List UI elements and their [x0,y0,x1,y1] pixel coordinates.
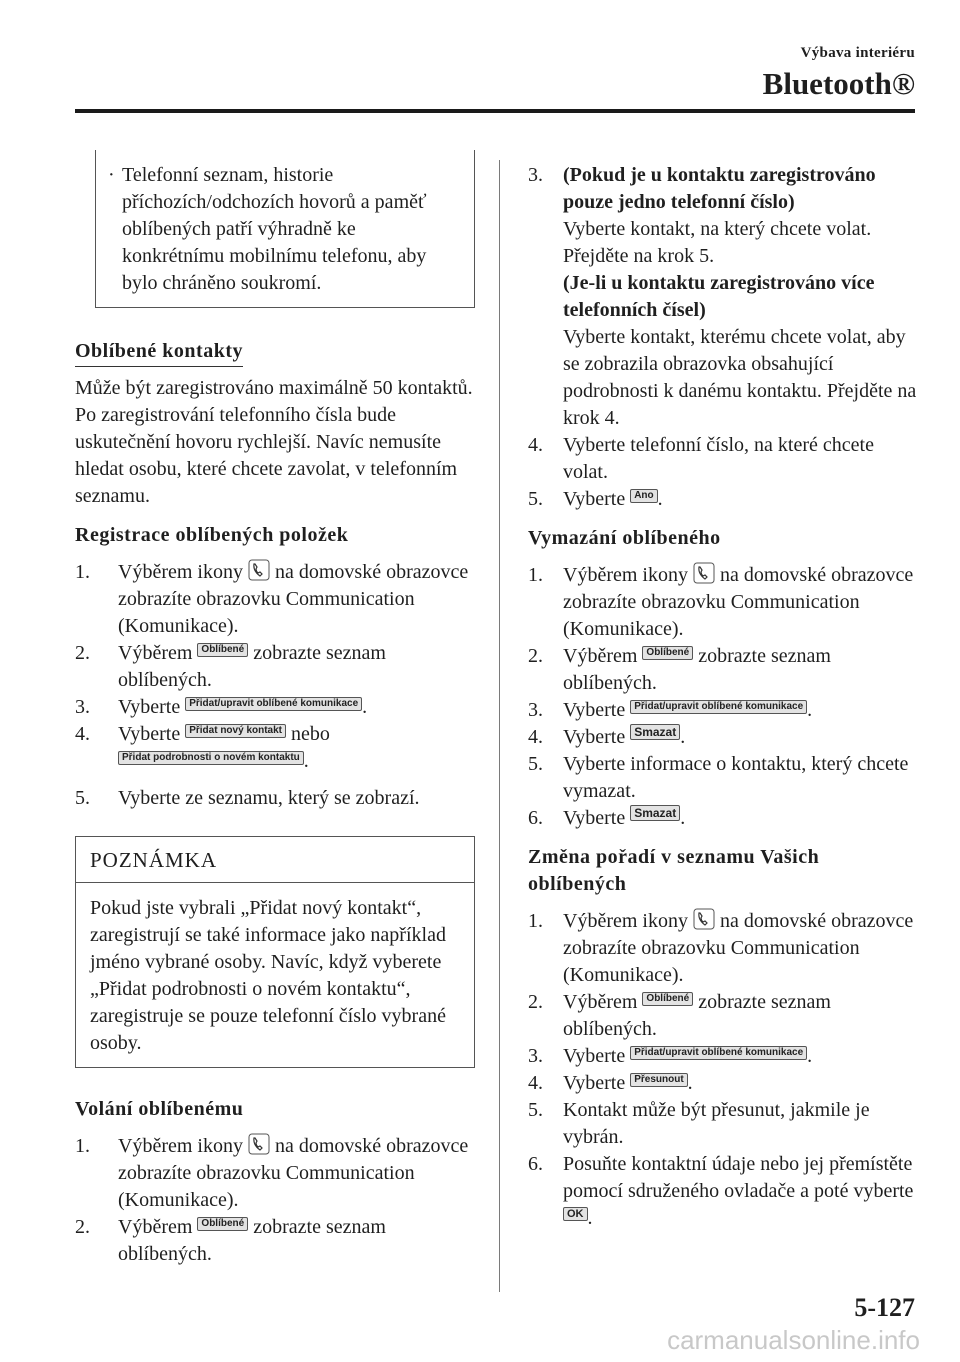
step-number: 4. [528,726,543,748]
favorites-heading: Oblíbené kontakty [75,338,243,367]
step-text: na domovské obrazovce zobrazíte obrazovku Communication (Komunikace). [563,910,914,986]
step-text: zobrazte seznam oblíbených. [118,642,386,691]
register-heading: Registrace oblíbených položek [75,524,349,546]
step-number: 2. [75,642,90,664]
step-text: Výběrem [118,642,193,664]
step-text: na domovské obrazovce zobrazíte obrazovku Communication (Komunikace). [118,561,469,637]
list-item [528,1151,918,1232]
step-text: na domovské obrazovce zobrazíte obrazovku Communication (Komunikace). [563,564,914,640]
step-number: 6. [528,807,543,829]
phone-icon [248,1133,270,1155]
step-number: 5. [75,787,90,809]
step-text: . [680,726,686,748]
step-text: Vyberte [563,807,626,829]
list-item [528,432,918,486]
step-text: Vyberte [563,699,626,721]
step-text: Vyberte informace o kontaktu, který chcete vymazat. [563,753,909,802]
step-text: Kontakt může být přesunut, jakmile je vybrán. [563,1099,870,1148]
list-item [528,697,918,724]
list-item [528,1097,918,1151]
reorder-steps [528,908,918,1232]
list-item [75,559,475,640]
note-body: Pokud jste vybrali „Přidat nový kontakt“, zaregistrují se také informace jako například jméno vybrané osoby. Navíc, když vyberete „Přidat podrobnosti o novém kontaktu“, zaregistruje se pouze telefonní číslo vybrané osoby. [90,897,446,1054]
step-text: Výběrem ikony [118,1135,243,1157]
list-item [528,1043,918,1070]
list-item [528,908,918,989]
step-number: 5. [528,1099,543,1121]
bullet-icon: · [108,164,115,186]
column-divider [499,160,500,1292]
step-number: 6. [528,1153,543,1175]
add-new-contact-button[interactable]: Přidat nový kontakt [185,724,286,738]
left-column [75,150,475,1278]
step-text: Vyberte [563,726,626,748]
note-box [75,836,475,1068]
step-text: . [657,488,663,510]
step-number: 4. [528,434,543,456]
step-text: . [303,750,309,772]
step-number: 5. [528,753,543,775]
privacy-note-text: Telefonní seznam, historie příchozích/odchozích hovorů a paměť oblíbených patří výhradně ke konkrétnímu mobilnímu telefonu, aby bylo chráněno soukromí. [122,164,427,294]
step-text: zobrazte seznam oblíbených. [118,1216,386,1265]
phone-icon [693,562,715,584]
page-number: 5-127 [854,1293,915,1322]
step-text: Vyberte [118,696,181,718]
favorites-button[interactable]: Oblíbené [642,992,693,1006]
step-text: . [587,1207,593,1229]
step-text: . [362,696,368,718]
move-button[interactable]: Přesunout [630,1073,687,1087]
list-item [75,640,475,694]
list-item [528,562,918,643]
step-number: 5. [528,488,543,510]
add-edit-favorites-button[interactable]: Přidat/upravit oblíbené komunikace [630,700,807,714]
call-heading: Volání oblíbenému [75,1098,244,1120]
reorder-heading: Změna pořadí v seznamu Vašich oblíbených [528,846,820,895]
page-title: Bluetooth® [762,66,915,101]
step-text: nebo [291,723,330,745]
step-text: Výběrem ikony [563,910,688,932]
privacy-note [95,150,475,308]
watermark: carmanualsonline.info [667,1325,920,1355]
step-text: Vyberte [563,488,626,510]
step-text: Výběrem [118,1216,193,1238]
step-number: 3. [528,164,543,186]
list-item [75,694,475,721]
list-item [528,989,918,1043]
phone-icon [693,908,715,930]
step-number: 2. [528,645,543,667]
step-number: 1. [75,561,90,583]
step-text: . [687,1072,693,1094]
header-rule [75,109,915,113]
yes-button[interactable]: Ano [630,489,657,503]
call-steps-continued [528,162,918,513]
favorites-button[interactable]: Oblíbené [197,643,248,657]
step-text: Vyberte kontakt, na který chcete volat. Přejděte na krok 5. [563,218,872,267]
step-text: . [807,1045,813,1067]
favorites-button[interactable]: Oblíbené [197,1217,248,1231]
delete-heading: Vymazání oblíbeného [528,527,721,549]
step-text: Výběrem [563,645,638,667]
step-number: 3. [528,699,543,721]
list-item [528,1070,918,1097]
step-text: zobrazte seznam oblíbených. [563,645,831,694]
step-text: Výběrem ikony [118,561,243,583]
step-text: . [807,699,813,721]
condition-heading: (Je-li u kontaktu zaregistrováno více telefonních čísel) [563,272,875,321]
right-column [528,162,918,1242]
add-edit-favorites-button[interactable]: Přidat/upravit oblíbené komunikace [630,1046,807,1060]
list-item [528,724,918,751]
ok-button[interactable]: OK [563,1207,588,1221]
list-item [75,1214,475,1268]
step-text: Výběrem ikony [563,564,688,586]
list-item [75,1133,475,1214]
list-item [528,751,918,805]
step-text: Posuňte kontaktní údaje nebo jej přemístěte pomocí sdruženého ovladače a poté vyberte [563,1153,914,1202]
phone-icon [248,559,270,581]
add-contact-details-button[interactable]: Přidat podrobnosti o novém kontaktu [118,751,304,765]
step-number: 4. [528,1072,543,1094]
section-title: Výbava interiéru [800,45,915,61]
delete-steps [528,562,918,832]
step-number: 1. [75,1135,90,1157]
list-item [75,721,475,775]
favorites-paragraph: Může být zaregistrováno maximálně 50 kontaktů. Po zaregistrování telefonního čísla bude uskutečnění hovoru rychlejší. Navíc nemusíte hledat osobu, které chcete zavolat, v telefonním seznamu. [75,377,473,507]
step-text: . [680,807,686,829]
step-text: Vyberte telefonní číslo, na které chcete volat. [563,434,874,483]
step-number: 1. [528,910,543,932]
step-number: 4. [75,723,90,745]
step-text: Vyberte [563,1072,626,1094]
list-item [528,486,918,513]
step-text: Výběrem [563,991,638,1013]
step-number: 3. [75,696,90,718]
list-item [528,805,918,832]
note-heading: POZNÁMKA [76,837,474,883]
step-text: Vyberte [563,1045,626,1067]
step-text: Vyberte kontakt, kterému chcete volat, aby se zobrazila obrazovka obsahující podrobnosti k danému kontaktu. Přejděte na krok 4. [563,326,917,429]
delete-button[interactable]: Smazat [630,805,680,821]
delete-button[interactable]: Smazat [630,724,680,740]
step-text: zobrazte seznam oblíbených. [563,991,831,1040]
step-number: 2. [75,1216,90,1238]
call-steps [75,1133,475,1268]
step-text: Vyberte [118,723,181,745]
add-edit-favorites-button[interactable]: Přidat/upravit oblíbené komunikace [185,697,362,711]
step-number: 3. [528,1045,543,1067]
list-item [528,162,918,432]
favorites-button[interactable]: Oblíbené [642,646,693,660]
step-text: na domovské obrazovce zobrazíte obrazovku Communication (Komunikace). [118,1135,469,1211]
condition-heading: (Pokud je u kontaktu zaregistrováno pouze jedno telefonní číslo) [563,164,876,213]
list-item [75,785,475,812]
step-number: 2. [528,991,543,1013]
list-item [528,643,918,697]
step-text: Vyberte ze seznamu, který se zobrazí. [118,787,420,809]
register-steps [75,559,475,812]
step-number: 1. [528,564,543,586]
